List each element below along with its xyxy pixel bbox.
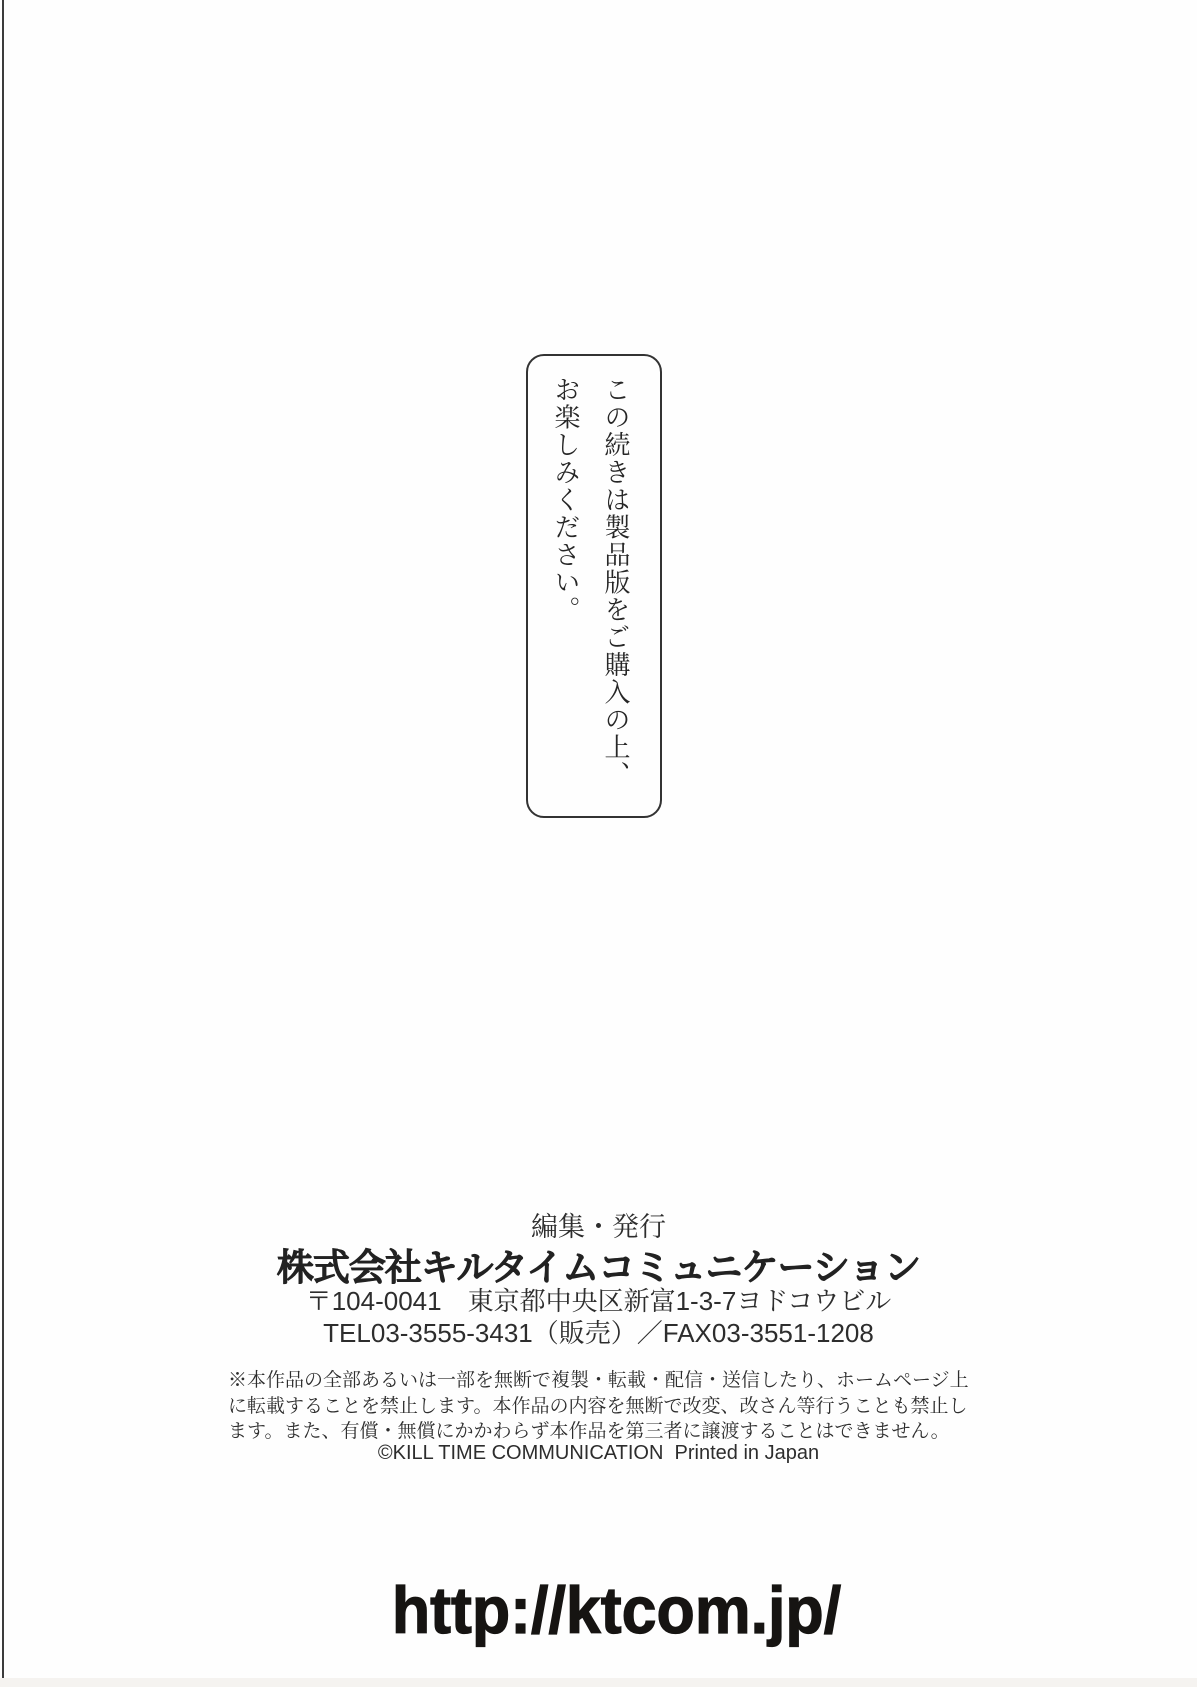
publisher-address: 〒104-0041 東京都中央区新富1-3-7ヨドコウビル [305,1286,892,1316]
publisher-website-url [0,1496,1197,1648]
publisher-name: 株式会社キルタイムコミュニケーション [276,1247,921,1288]
copyright-disclaimer [228,1368,969,1445]
page-left-edge-line [2,0,4,1687]
notice-line-1: この続きは製品版をご購入の上、 [601,376,630,789]
publisher-website-url-text: http://ktcom.jp/ [392,1573,842,1647]
publisher-tel-fax: TEL03-3555-3431（販売）／FAX03-3551-1208 [323,1318,874,1348]
disclaimer-line-1: ※本作品の全部あるいは一部を無断で複製・転載・配信・送信したり、ホームページ上 [228,1370,969,1391]
purchase-notice-box [526,354,662,818]
copyright-notice: ©KILL TIME COMMUNICATION Printed in Japan [377,1442,820,1464]
notice-line-2: お楽しみください。 [551,376,580,624]
disclaimer-line-2: に転載することを禁止します。本作品の内容を無断で改変、改さん等行うことも禁止し [228,1395,968,1417]
editor-publisher-label: 編集・発行 [531,1212,666,1242]
disclaimer-line-3: ます。また、有償・無償にかかわらず本作品を第三者に譲渡することはできません。 [228,1421,950,1442]
purchase-notice-vertical-text [540,376,640,800]
page-bottom-band [0,1678,1197,1687]
